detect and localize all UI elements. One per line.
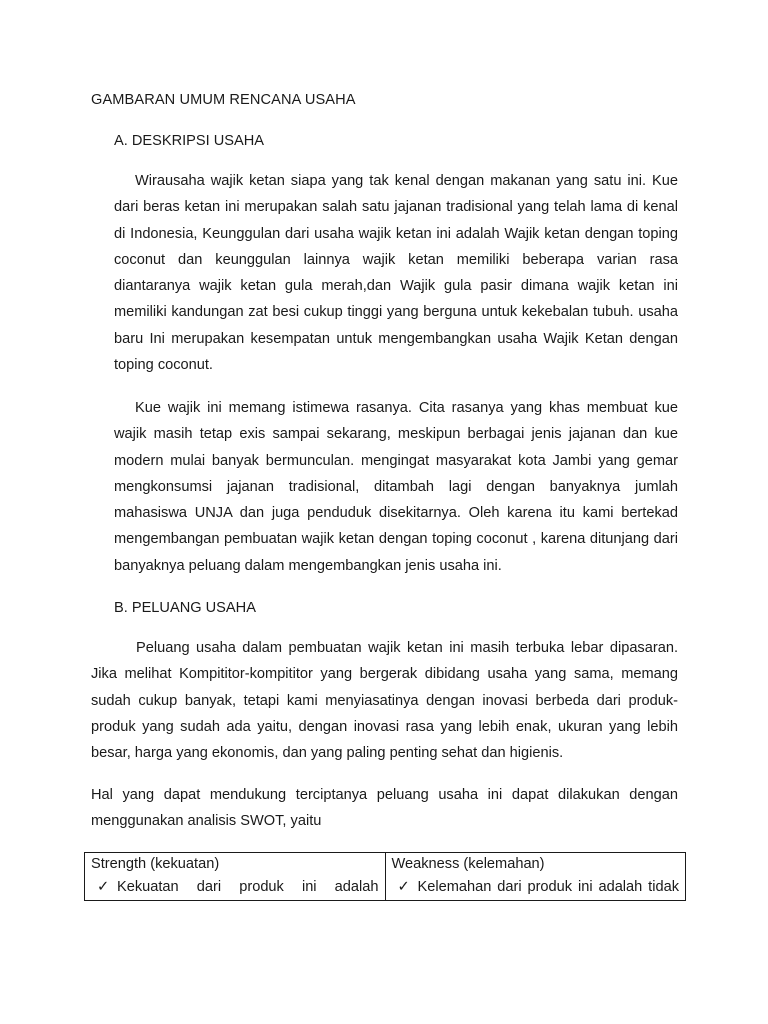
swot-table [84,852,686,901]
weakness-item-text: Kelemahan dari produk ini adalah tidak [417,879,679,895]
section-b-heading: B. PELUANG USAHA [114,600,256,616]
strength-item [91,874,379,900]
section-a-heading: A. DESKRIPSI USAHA [114,133,265,149]
section-a-paragraph-2: Kue wajik ini memang istimewa rasanya. Cita rasanya yang khas membuat kue wajik masih tetap exis sampai sekarang, meskipun berbagai jenis jajanan dan kue modern mulai banyak bermunculan. mengingat masyarakat kota Jambi yang gemar mengkonsumsi jajanan tradisional, ditambah lagi dengan banyaknya jumlah mahasiswa UNJA dan juga penduduk disekitarnya. Oleh karena itu kami bertekad mengembangan pembuatan wajik ketan dengan toping coconut , karena ditunjang dari banyaknya peluang dalam mengembangkan jenis usaha ini. [114,400,678,574]
weakness-header: Weakness (kelemahan) [391,856,545,872]
strength-cell [85,853,386,901]
section-b-paragraph-1: Peluang usaha dalam pembuatan wajik ketan ini masih terbuka lebar dipasaran. Jika melihat Kompititor-kompititor yang bergerak dibidang usaha yang sama, memang sudah cukup banyak, tetapi kami menyiasatinya dengan inovasi berbeda dari produk-produk yang sudah ada yaitu, dengan inovasi rasa yang lebih enak, ukuran yang lebih besar, harga yang ekonomis, dan yang paling penting sehat dan higienis. [91,640,678,762]
swot-row [85,853,686,901]
section-b-paragraph-2: Hal yang dapat mendukung terciptanya peluang usaha ini dapat dilakukan dengan menggunakan analisis SWOT, yaitu [91,787,678,830]
strength-header: Strength (kekuatan) [91,856,220,872]
weakness-item [392,874,680,900]
strength-item-text: Kekuatan dari produk ini adalah [117,879,379,895]
section-a-paragraph-1: Wirausaha wajik ketan siapa yang tak kenal dengan makanan yang satu ini. Kue dari beras ketan ini merupakan salah satu jajanan tradisional yang telah lama di kenal di Indonesia, Keunggulan dari usaha wajik ketan ini adalah Wajik ketan dengan toping coconut dan keunggulan lainnya wajik ketan memiliki beberapa varian rasa diantaranya wajik ketan gula merah,dan Wajik gula pasir dimana wajik ketan ini memiliki kandungan zat besi cukup tinggi yang berguna untuk kekebalan tubuh. usaha baru Ini merupakan kesempatan untuk mengembangkan usaha Wajik Ketan dengan toping coconut. [114,173,678,374]
checkmark-icon: ✓ [397,879,410,895]
document-title: GAMBARAN UMUM RENCANA USAHA [91,92,356,108]
checkmark-icon: ✓ [97,879,110,895]
weakness-cell [385,853,686,901]
